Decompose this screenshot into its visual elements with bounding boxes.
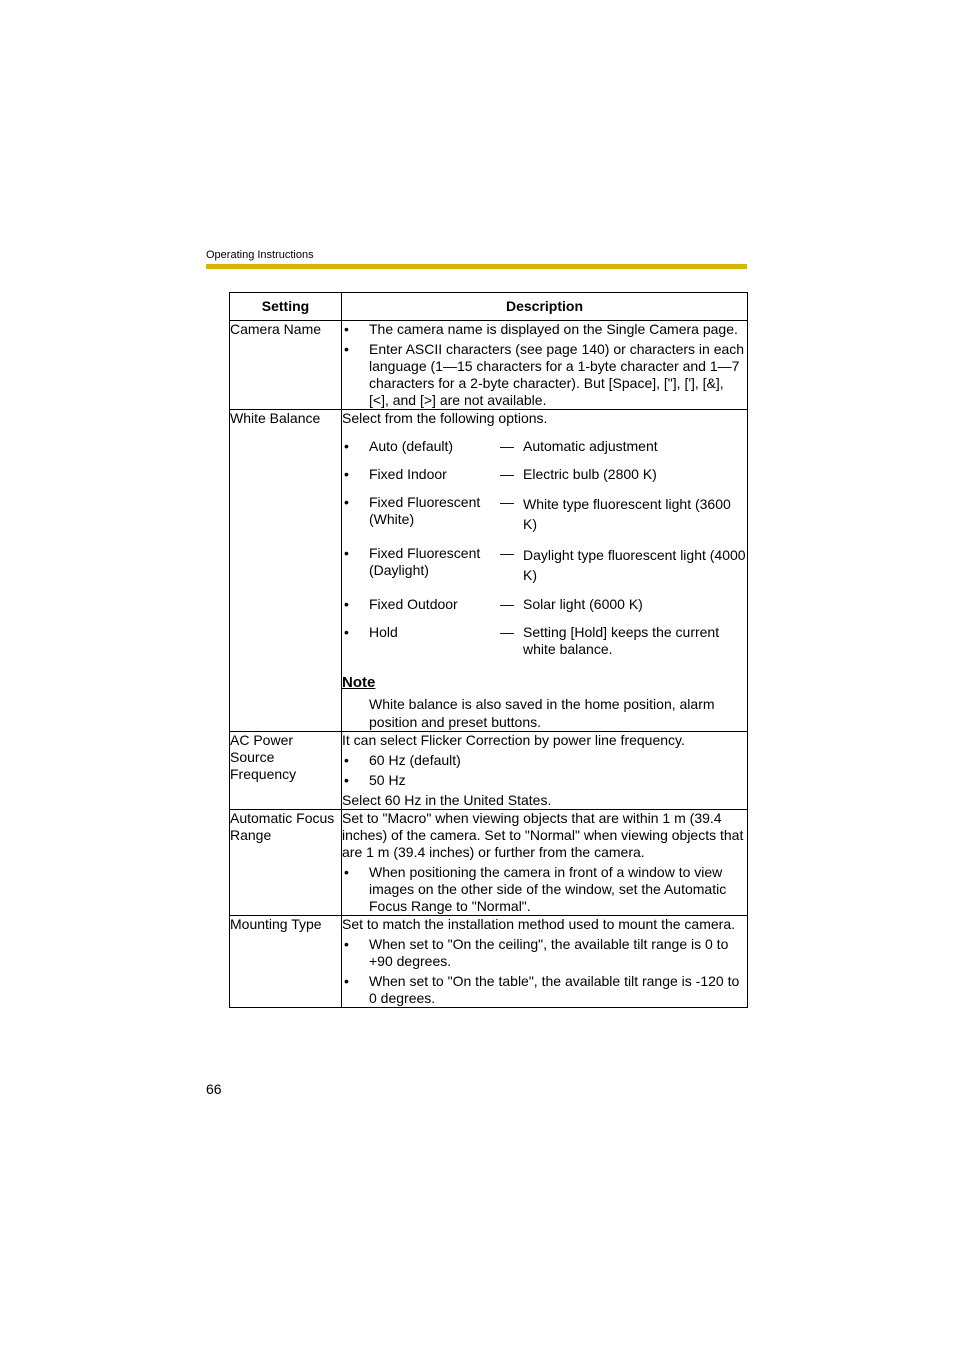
table-row [230, 810, 748, 916]
dash: — [500, 438, 514, 454]
dash: — [500, 466, 514, 482]
table-row [230, 732, 748, 810]
option-name: • Fixed Fluorescent (White) [342, 494, 500, 534]
description-white-balance [342, 410, 748, 732]
list-item: • The camera name is displayed on the Single Camera page. [342, 321, 747, 338]
mounting-intro: Set to match the installation method used to mount the camera. [342, 916, 735, 932]
table-row [230, 410, 748, 732]
setting-camera-name: Camera Name [230, 321, 342, 410]
running-header: Operating Instructions [206, 249, 314, 261]
column-header-setting: Setting [230, 293, 342, 321]
dash: — [500, 494, 514, 510]
ac-power-outro: Select 60 Hz in the United States. [342, 792, 552, 808]
list-item: • 50 Hz [342, 772, 747, 789]
focus-range-intro: Set to "Macro" when viewing objects that are within 1 m (39.4 inches) of the camera. Set to "Normal" when viewing objects that are 1 m (39.4 inches) or further from the camera. [342, 810, 744, 860]
table-header-row [230, 293, 748, 321]
list-item: • Enter ASCII characters (see page 140) or characters in each language (1—15 characters for a 1-byte character and 1—7 characters for a 2-byte character). But [Space], ["], ['], [&], [<], and [>] are not available. [342, 341, 747, 409]
white-balance-options [342, 438, 747, 658]
list-item: • When positioning the camera in front of a window to view images on the other side of the window, set the Automatic Focus Range to "Normal". [342, 864, 747, 915]
header-rule [206, 264, 747, 269]
setting-ac-power: AC Power Source Frequency [230, 732, 342, 810]
option-name: • Auto (default) [342, 438, 500, 455]
option-row [342, 596, 747, 613]
option-name: • Hold [342, 624, 500, 658]
option-row [342, 545, 747, 585]
white-balance-intro: Select from the following options. [342, 410, 548, 426]
ac-power-intro: It can select Flicker Correction by power line frequency. [342, 732, 685, 748]
description-ac-power [342, 732, 748, 810]
settings-table [229, 292, 748, 1008]
list-item: • When set to "On the table", the available tilt range is -120 to 0 degrees. [342, 973, 747, 1007]
column-header-description: Description [342, 293, 748, 321]
setting-focus-range: Automatic Focus Range [230, 810, 342, 916]
option-desc: Solar light (6000 K) [523, 596, 643, 612]
option-desc: White type fluorescent light (3600 K) [523, 496, 731, 532]
page-number: 66 [206, 1081, 222, 1097]
setting-white-balance: White Balance [230, 410, 342, 732]
option-desc: Electric bulb (2800 K) [523, 466, 657, 482]
list-item: • 60 Hz (default) [342, 752, 747, 769]
note-heading: Note [342, 674, 376, 691]
option-desc: Setting [Hold] keeps the current white balance. [523, 624, 720, 657]
option-desc: Daylight type fluorescent light (4000 K) [523, 547, 746, 583]
dash: — [500, 596, 514, 612]
option-row [342, 494, 747, 534]
option-desc: Automatic adjustment [523, 438, 658, 454]
dash: — [500, 545, 514, 561]
description-mounting-type [342, 916, 748, 1008]
setting-mounting-type: Mounting Type [230, 916, 342, 1008]
option-name: • Fixed Indoor [342, 466, 500, 483]
option-row [342, 466, 747, 483]
list-item: • When set to "On the ceiling", the available tilt range is 0 to +90 degrees. [342, 936, 747, 970]
option-row [342, 624, 747, 658]
option-name: • Fixed Outdoor [342, 596, 500, 613]
option-name: • Fixed Fluorescent (Daylight) [342, 545, 500, 585]
table-row [230, 321, 748, 410]
note-text: White balance is also saved in the home position, alarm position and preset buttons. [369, 696, 715, 730]
description-focus-range [342, 810, 748, 916]
option-row [342, 438, 747, 455]
table-row [230, 916, 748, 1008]
description-camera-name [342, 321, 748, 410]
dash: — [500, 624, 514, 640]
